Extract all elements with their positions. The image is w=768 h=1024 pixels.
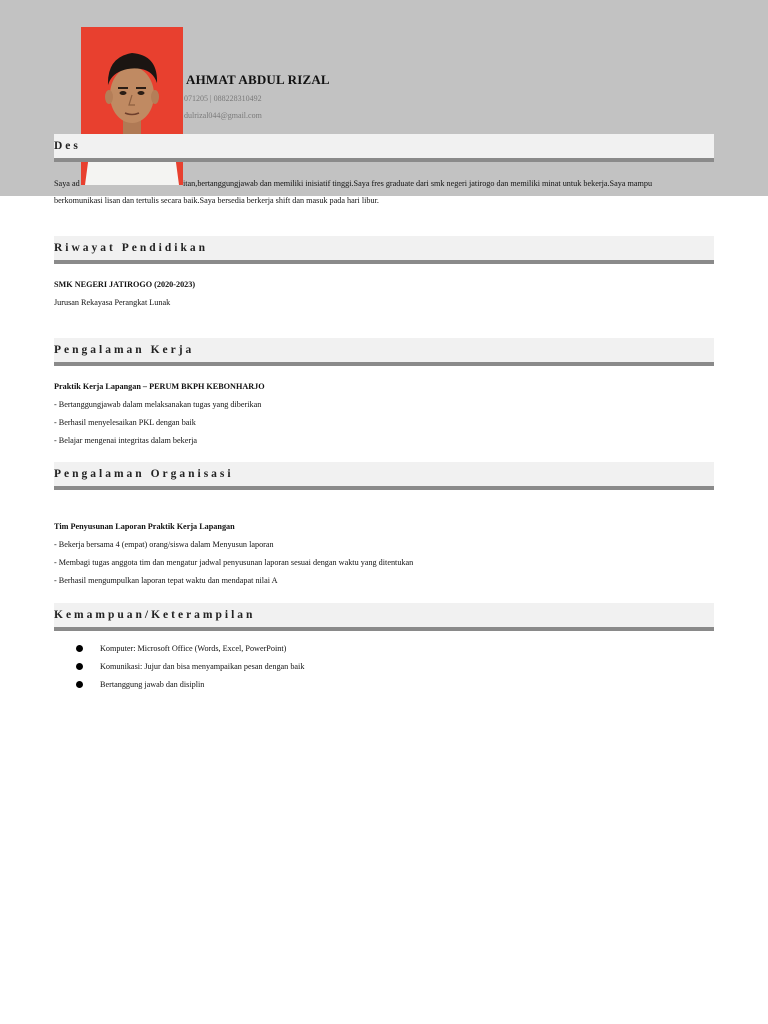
- bullet-icon: [76, 645, 83, 652]
- section-title-description: Des: [54, 140, 81, 152]
- section-header-description: [54, 134, 714, 162]
- description-line-1-start: Saya ad: [54, 179, 80, 188]
- organization-item: - Bekerja bersama 4 (empat) orang/siswa dalam Menyusun laporan: [54, 540, 274, 549]
- description-line-2: berkomunikasi lisan dan tertulis secara baik.Saya bersedia berkerja shift dan masuk pada hari libur.: [54, 196, 379, 205]
- organization-role: Tim Penyusunan Laporan Praktik Kerja Lapangan: [54, 522, 235, 531]
- work-item: - Belajar mengenai integritas dalam bekerja: [54, 436, 197, 445]
- section-title-education: Riwayat Pendidikan: [54, 242, 209, 254]
- section-header-skills: [54, 603, 714, 631]
- email-address: dulrizal044@gmail.com: [184, 111, 262, 120]
- phone-number: 071205 | 088228310492: [184, 94, 262, 103]
- skill-item-text: Komunikasi: Jujur dan bisa menyampaikan pesan dengan baik: [100, 662, 305, 671]
- work-item: - Berhasil menyelesaikan PKL dengan baik: [54, 418, 196, 427]
- section-title-skills: Kemampuan/Keterampilan: [54, 609, 256, 621]
- section-title-work: Pengalaman Kerja: [54, 344, 195, 356]
- section-header-education: [54, 236, 714, 264]
- organization-item: - Berhasil mengumpulkan laporan tepat waktu dan mendapat nilai A: [54, 576, 278, 585]
- section-title-organization: Pengalaman Organisasi: [54, 468, 234, 480]
- skill-item-text: Bertanggung jawab dan disiplin: [100, 680, 205, 689]
- candidate-name: AHMAT ABDUL RIZAL: [186, 72, 330, 87]
- bullet-icon: [76, 681, 83, 688]
- work-item: - Bertanggungjawab dalam melaksanakan tugas yang diberikan: [54, 400, 262, 409]
- section-header-work: [54, 338, 714, 366]
- education-school: SMK NEGERI JATIROGO (2020-2023): [54, 280, 196, 289]
- work-role: Praktik Kerja Lapangan – PERUM BKPH KEBONHARJO: [54, 382, 265, 391]
- bullet-icon: [76, 663, 83, 670]
- organization-item: - Membagi tugas anggota tim dan mengatur jadwal penyusunan laporan sesuai dengan waktu yang ditentukan: [54, 558, 414, 567]
- skill-item-text: Komputer: Microsoft Office (Words, Excel, PowerPoint): [100, 644, 287, 653]
- description-line-1: itan,bertanggungjawab dan memiliki inisiatif tinggi.Saya fres graduate dari smk negeri jatirogo dan memiliki minat untuk bekerja.Saya mampu: [183, 179, 653, 188]
- section-header-organization: [54, 462, 714, 490]
- education-major: Jurusan Rekayasa Perangkat Lunak: [54, 298, 171, 307]
